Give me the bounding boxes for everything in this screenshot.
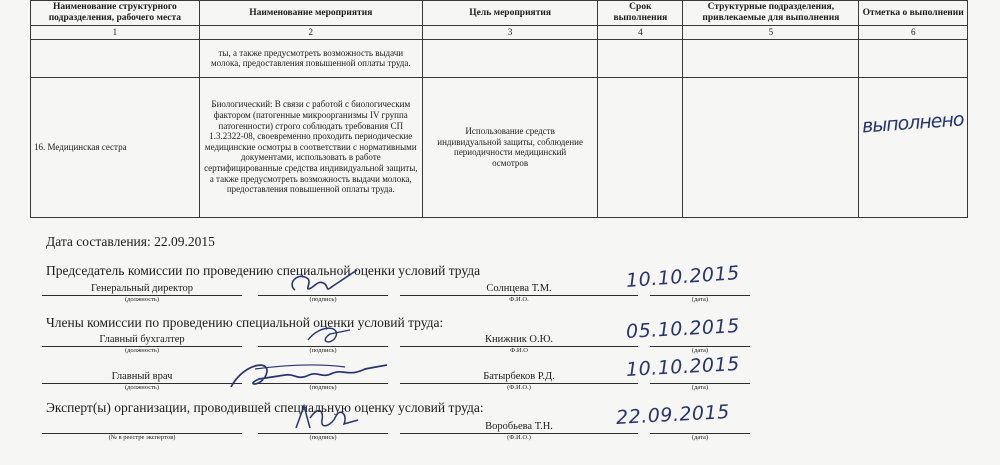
chairman-date: 10.10.2015: [625, 262, 741, 292]
cell-purpose: Использование средств индивидуальной защиты, соблюдение периодичности медицинский осмотров: [422, 77, 598, 217]
cell-departments: [683, 39, 859, 77]
member1-name: Книжник О.Ю.: [400, 334, 638, 347]
chairman-signature: [285, 264, 365, 300]
header-departments: Структурные подразделения, привлекаемые для выполнения: [683, 1, 859, 26]
cell-mark: [859, 39, 968, 77]
header-mark: Отметка о выполнении: [859, 1, 968, 26]
caption-signature: (подпись): [309, 434, 337, 441]
caption-name: Ф.И.О: [510, 347, 528, 354]
cell-measure: Биологический: В связи с работой с биологическим фактором (патогенные микроорганизмы IV группа патогенности) строго соблюдать требования СП 1.3.2322-08, своевременно проходить периодические медицинские осмотры в соответствии с нормативными документами, использовать в работе сертифицированные средства индивидуальной защиты, а также предусмотреть возможность выдачи молока, предоставления повышенной оплаты труда.: [199, 77, 422, 217]
column-number: 4: [598, 26, 683, 40]
expert-date: 22.09.2015: [615, 401, 731, 429]
expert-title: Эксперт(ы) организации, проводившей специальную оценку условий труда:: [46, 400, 484, 415]
cell-workplace: [31, 39, 200, 77]
member1-position: Главный бухгалтер: [42, 334, 242, 347]
header-measure: Наименование мероприятия: [199, 1, 422, 26]
expert-name: Воробьева Т.Н.: [400, 421, 638, 434]
chairman-position: Генеральный директор: [42, 283, 242, 296]
caption-signature: (подпись): [309, 296, 337, 303]
cell-deadline: [598, 77, 683, 217]
column-number: 5: [683, 26, 859, 40]
table-row: [31, 77, 968, 217]
member1-date: 05.10.2015: [625, 315, 741, 343]
caption-registry-number: (№ в реестре экспертов): [108, 434, 176, 441]
caption-date: (дата): [691, 296, 709, 303]
member2-name: Батырбеков Р.Д.: [400, 371, 638, 384]
chairman-title: Председатель комиссии по проведению специальной оценки условий труда: [46, 263, 481, 278]
table-row: [31, 39, 968, 77]
members-title: Члены комиссии по проведению специальной оценки условий труда:: [46, 315, 444, 330]
date-compiled: Дата составления: 22.09.2015: [46, 234, 215, 249]
cell-mark: [859, 77, 968, 217]
cell-purpose: [422, 39, 598, 77]
handwritten-mark: выполнено: [861, 108, 965, 138]
caption-name: Ф.И.О.: [509, 296, 529, 303]
column-number: 3: [422, 26, 598, 40]
caption-signature: (подпись): [309, 347, 337, 354]
measures-table: [30, 0, 968, 218]
header-deadline: Срок выполнения: [598, 1, 683, 26]
table-header-row: [31, 1, 968, 26]
caption-date: (дата): [691, 384, 709, 391]
member1-signature: [300, 320, 370, 350]
header-workplace: Наименование структурного подразделения, рабочего места: [31, 1, 200, 26]
column-number: 2: [199, 26, 422, 40]
caption-date: (дата): [691, 434, 709, 441]
caption-position: (должность): [124, 384, 160, 391]
header-purpose: Цель мероприятия: [422, 1, 598, 26]
cell-measure: ты, а также предусмотреть возможность выдачи молока, предоставления повышенной оплаты труда.: [199, 39, 422, 77]
expert-signature: [288, 400, 368, 436]
expert-position: [42, 421, 242, 434]
column-number-row: [31, 26, 968, 40]
column-number: 6: [859, 26, 968, 40]
cell-departments: [683, 77, 859, 217]
caption-date: (дата): [691, 347, 709, 354]
column-number: 1: [31, 26, 200, 40]
member2-date: 10.10.2015: [625, 353, 741, 381]
member2-position: Главный врач: [42, 371, 242, 384]
caption-name: (Ф.И.О.): [507, 384, 531, 391]
caption-position: (должность): [124, 347, 160, 354]
member2-signature: [225, 355, 395, 395]
caption-position: (должность): [124, 296, 160, 303]
cell-workplace: 16. Медицинская сестра: [31, 77, 200, 217]
cell-deadline: [598, 39, 683, 77]
caption-name: (Ф.И.О.): [507, 434, 531, 441]
caption-signature: (подпись): [309, 384, 337, 391]
chairman-name: Солнцева Т.М.: [400, 283, 638, 296]
